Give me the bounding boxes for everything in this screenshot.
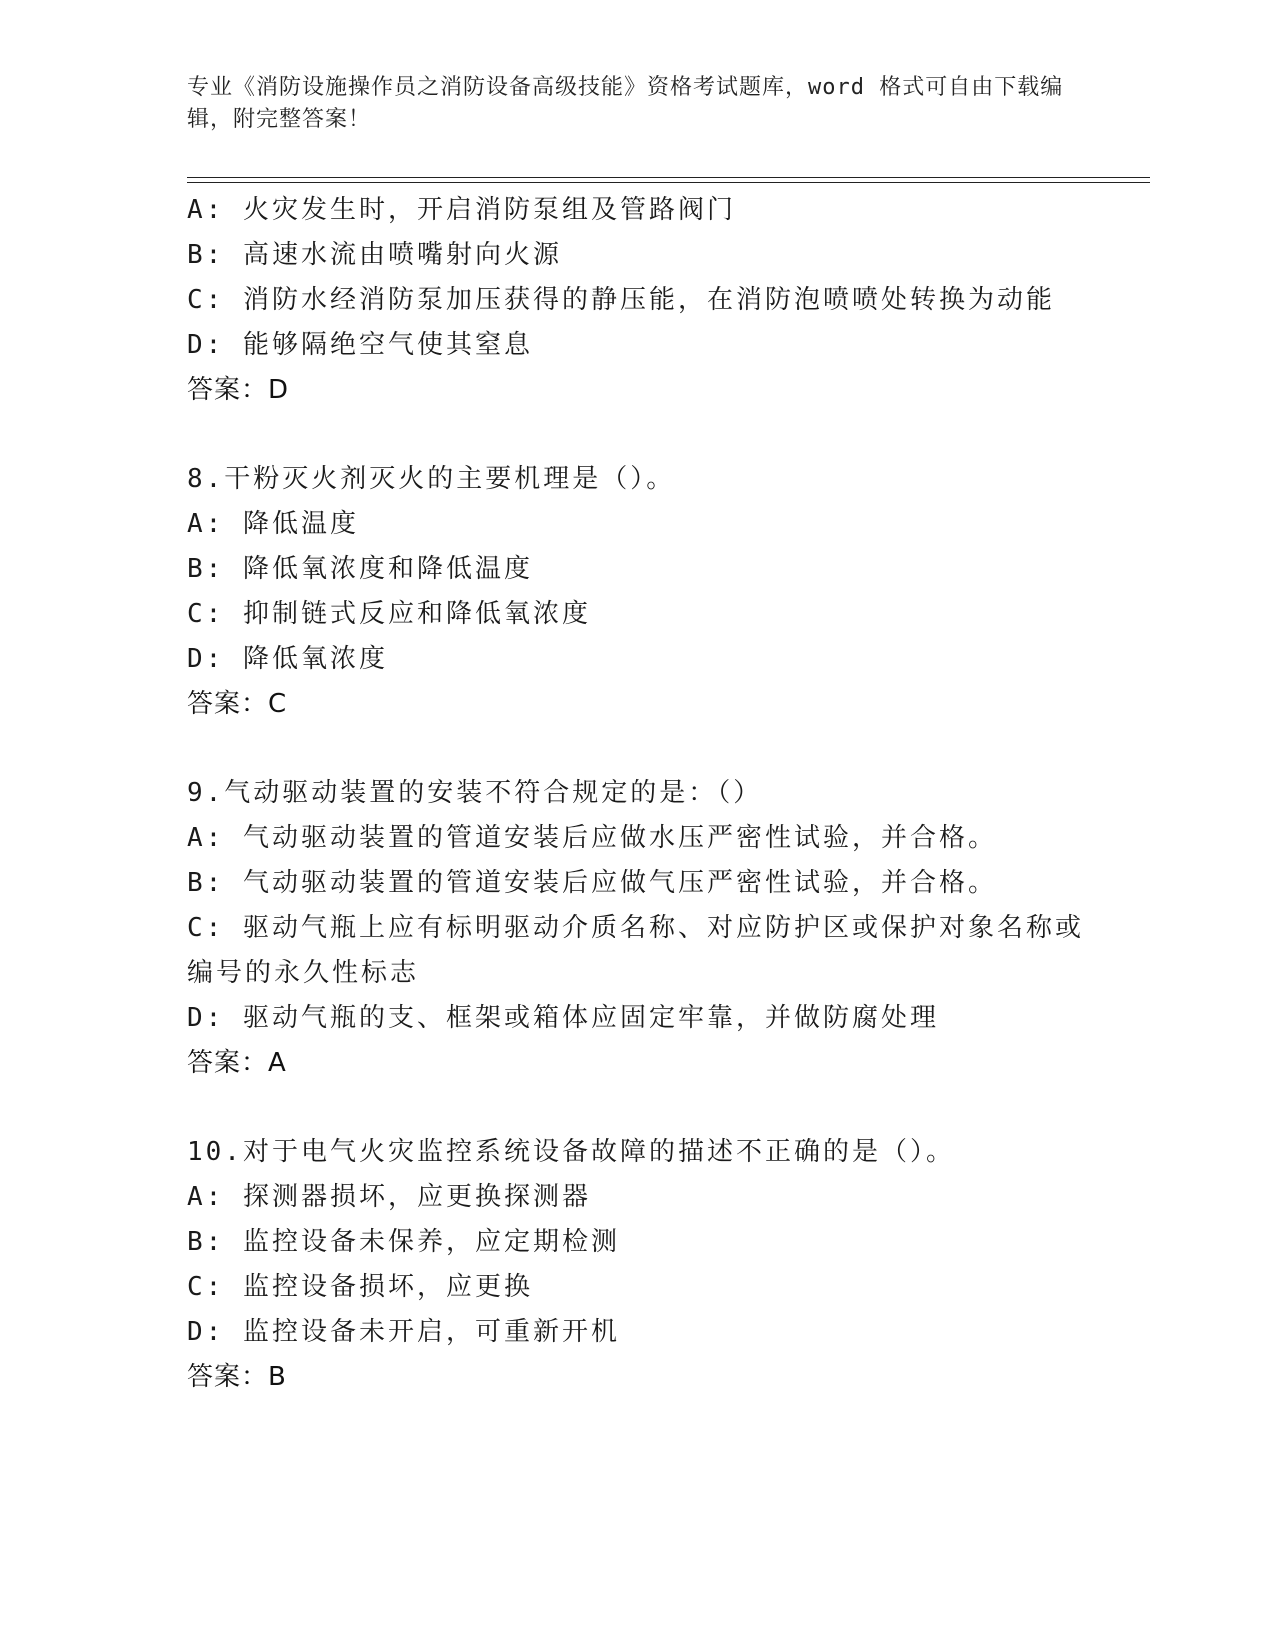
question-block-8 bbox=[187, 457, 1087, 727]
option-a: A: 气动驱动装置的管道安装后应做水压严密性试验，并合格。 bbox=[187, 823, 997, 853]
answer: 答案：C bbox=[187, 689, 288, 719]
option-d: D: 能够隔绝空气使其窒息 bbox=[187, 330, 533, 360]
spacer bbox=[187, 1086, 1087, 1130]
option-a: A: 火灾发生时，开启消防泵组及管路阀门 bbox=[187, 195, 736, 225]
answer: 答案：A bbox=[187, 1048, 287, 1078]
question-block-10 bbox=[187, 1130, 1087, 1400]
answer: 答案：B bbox=[187, 1362, 287, 1392]
option-a: A: 降低温度 bbox=[187, 509, 359, 539]
question-stem: 8.干粉灭火剂灭火的主要机理是（）。 bbox=[187, 464, 676, 494]
page-header: 专业《消防设施操作员之消防设备高级技能》资格考试题库，word 格式可自由下载编辑，附完整答案！ bbox=[187, 75, 1064, 132]
question-block-continued bbox=[187, 188, 1087, 413]
option-b: B: 气动驱动装置的管道安装后应做气压严密性试验，并合格。 bbox=[187, 868, 997, 898]
question-list bbox=[187, 188, 1087, 1400]
option-a: A: 探测器损坏，应更换探测器 bbox=[187, 1182, 591, 1212]
option-c: C: 抑制链式反应和降低氧浓度 bbox=[187, 599, 591, 629]
option-c: C: 监控设备损坏，应更换 bbox=[187, 1272, 533, 1302]
header-rule-top bbox=[187, 177, 1150, 178]
question-stem: 9.气动驱动装置的安装不符合规定的是：（） bbox=[187, 778, 763, 808]
option-c: C: 驱动气瓶上应有标明驱动介质名称、对应防护区或保护对象名称或编号的永久性标志 bbox=[187, 913, 1084, 988]
spacer bbox=[187, 727, 1087, 771]
spacer bbox=[187, 413, 1087, 457]
header-rule-bottom bbox=[187, 182, 1150, 183]
option-b: B: 降低氧浓度和降低温度 bbox=[187, 554, 533, 584]
question-stem: 10.对于电气火灾监控系统设备故障的描述不正确的是（）。 bbox=[187, 1137, 955, 1167]
option-d: D: 降低氧浓度 bbox=[187, 644, 388, 674]
question-block-9 bbox=[187, 771, 1087, 1086]
option-d: D: 驱动气瓶的支、框架或箱体应固定牢靠，并做防腐处理 bbox=[187, 1003, 939, 1033]
option-c: C: 消防水经消防泵加压获得的静压能，在消防泡喷喷处转换为动能 bbox=[187, 285, 1055, 315]
option-b: B: 高速水流由喷嘴射向火源 bbox=[187, 240, 562, 270]
option-d: D: 监控设备未开启，可重新开机 bbox=[187, 1317, 620, 1347]
answer: 答案：D bbox=[187, 375, 290, 405]
option-b: B: 监控设备未保养，应定期检测 bbox=[187, 1227, 620, 1257]
